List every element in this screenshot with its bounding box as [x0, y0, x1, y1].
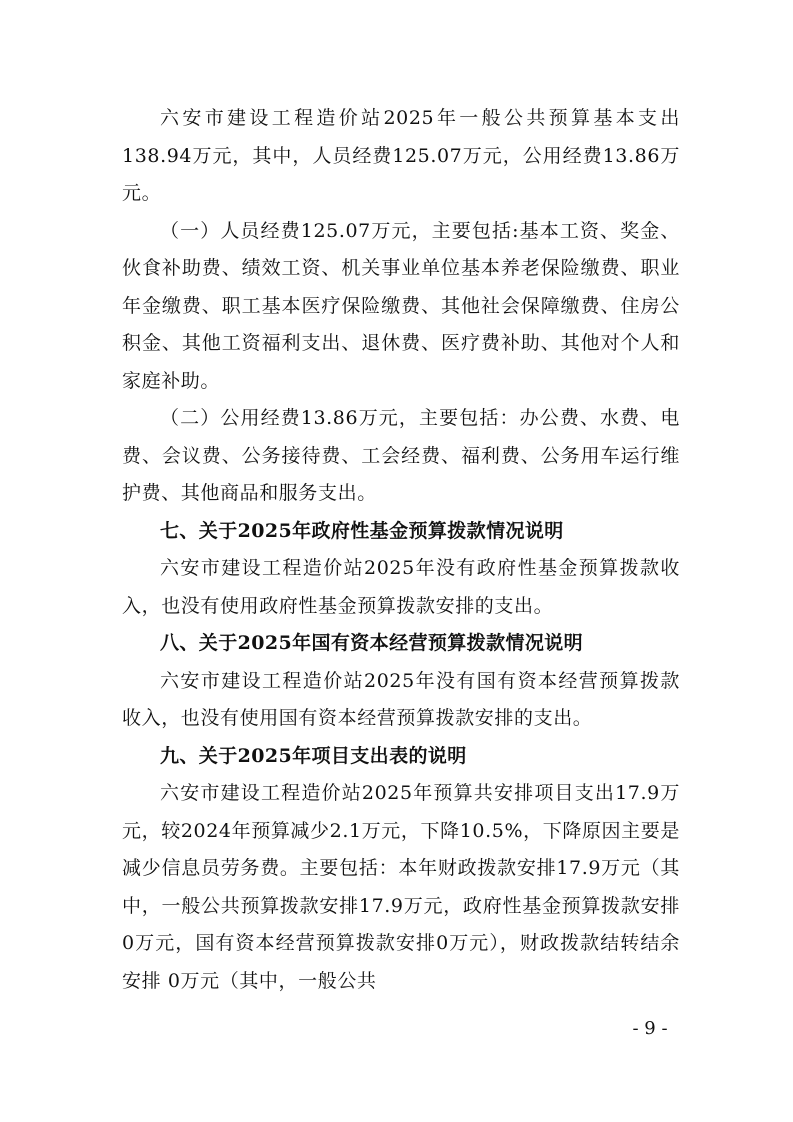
document-body	[122, 100, 680, 1000]
heading-project-expenditure: 九、关于2025年项目支出表的说明	[160, 744, 467, 767]
paragraph-basic-expenditure: 六安市建设工程造价站2025年一般公共预算基本支出138.94万元，其中，人员经费125.07万元，公用经费13.86万元。	[122, 107, 680, 204]
paragraph-personnel-expenses: （一）人员经费125.07万元，主要包括:基本工资、奖金、伙食补助费、绩效工资、机关事业单位基本养老保险缴费、职业年金缴费、职工基本医疗保险缴费、其他社会保障缴费、住房公积金、其他工资福利支出、退休费、医疗费补助、其他对个人和家庭补助。	[122, 219, 680, 392]
paragraph-public-expenses: （二）公用经费13.86万元，主要包括：办公费、水费、电费、会议费、公务接待费、工会经费、福利费、公务用车运行维护费、其他商品和服务支出。	[122, 407, 680, 504]
heading-state-capital: 八、关于2025年国有资本经营预算拨款情况说明	[160, 632, 584, 654]
paragraph-project-expenditure: 六安市建设工程造价站2025年预算共安排项目支出17.9万元，较2024年预算减少2.1万元，下降10.5%，下降原因主要是减少信息员劳务费。主要包括：本年财政拨款安排17.9万元（其中，一般公共预算拨款安排17.9万元，政府性基金预算拨款安排0万元，国有资本经营预算拨款安排0万元），财政拨款结转结余安排 0万元（其中，一般公共	[122, 782, 680, 992]
paragraph-state-capital: 六安市建设工程造价站2025年没有国有资本经营预算拨款收入，也没有使用国有资本经营预算拨款安排的支出。	[122, 669, 680, 729]
paragraph-government-fund: 六安市建设工程造价站2025年没有政府性基金预算拨款收入，也没有使用政府性基金预算拨款安排的支出。	[122, 557, 680, 617]
heading-government-fund: 七、关于2025年政府性基金预算拨款情况说明	[160, 519, 564, 542]
page-number: - 9 -	[632, 1018, 668, 1039]
